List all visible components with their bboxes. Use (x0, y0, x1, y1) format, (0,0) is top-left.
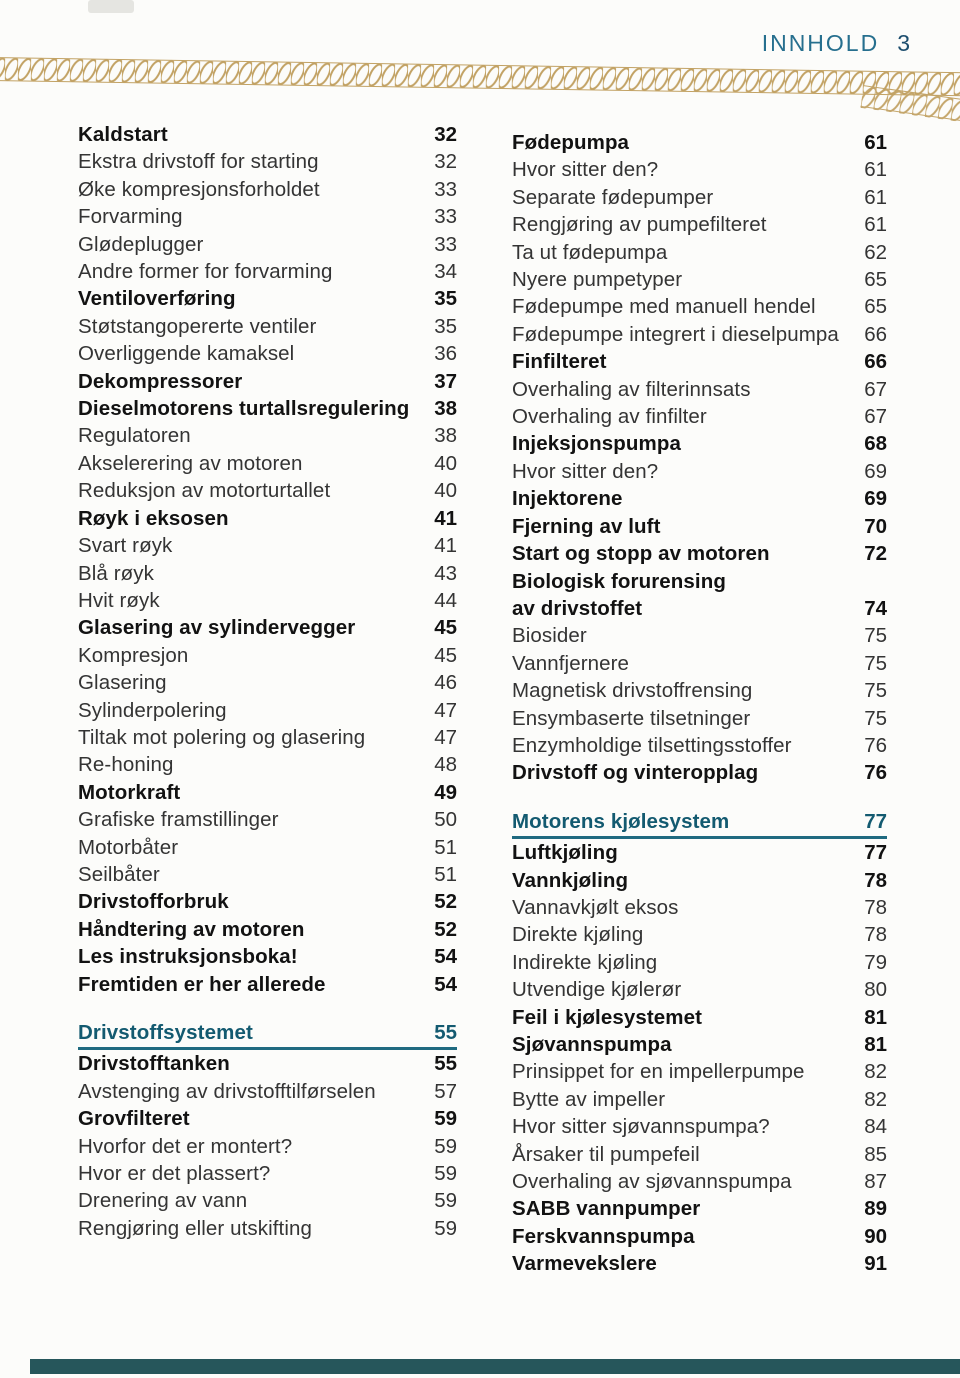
toc-entry-label: SABB vannpumper (512, 1197, 701, 1221)
toc-entry-label: Drenering av vann (78, 1189, 248, 1213)
toc-entry-row (512, 430, 887, 457)
toc-entry-page: 61 (864, 185, 887, 209)
toc-chapter-row (512, 808, 887, 839)
toc-entry-page: 41 (434, 506, 457, 530)
toc-entry-label: Hvor er det plassert? (78, 1162, 271, 1186)
toc-entry-label: Glasering av sylindervegger (78, 616, 356, 640)
scan-smudge (88, 0, 134, 13)
toc-entry-page: 70 (864, 514, 887, 538)
toc-entry-page: 75 (864, 679, 887, 703)
toc-entry-label: Injeksjonspumpa (512, 432, 681, 456)
toc-entry-page: 55 (434, 1052, 457, 1076)
toc-entry-row (78, 450, 457, 477)
toc-entry-row (512, 921, 887, 948)
toc-entry-page: 72 (864, 542, 887, 566)
toc-entry-row (78, 477, 457, 504)
toc-entry-label: Andre former for forvarming (78, 260, 333, 284)
toc-entry-page: 35 (434, 314, 457, 338)
toc-entry-label: Sylinderpolering (78, 698, 227, 722)
toc-entry-page: 82 (864, 1087, 887, 1111)
toc-entry-row (78, 422, 457, 449)
toc-entry-row (512, 677, 887, 704)
toc-entry-page: 61 (864, 131, 887, 154)
toc-entry-row (78, 285, 457, 312)
toc-entry-label: Motorens kjølesystem (512, 809, 730, 833)
toc-entry-page: 32 (434, 123, 457, 146)
toc-entry-page: 67 (864, 377, 887, 401)
toc-entry-label: Ta ut fødepumpa (512, 240, 668, 264)
toc-entry-page: 74 (864, 596, 887, 620)
toc-entry-row (78, 1133, 457, 1160)
toc-entry-page: 59 (434, 1189, 457, 1213)
toc-entry-row (512, 732, 887, 759)
toc-entry-row (78, 203, 457, 230)
toc-entry-label: Start og stopp av motoren (512, 542, 770, 566)
toc-column-right (512, 129, 887, 1278)
toc-entry-label: Drivstofforbruk (78, 890, 229, 914)
toc-entry-page: 34 (434, 260, 457, 284)
toc-entry-label: Overhaling av filterinnsats (512, 377, 751, 401)
toc-entry-page: 48 (434, 753, 457, 777)
toc-entry-label: Utvendige kjølerør (512, 978, 682, 1002)
toc-entry-label: Rengjøring eller utskifting (78, 1216, 312, 1240)
toc-entry-page: 33 (434, 177, 457, 201)
toc-entry-page: 84 (864, 1115, 887, 1139)
toc-entry-row (78, 916, 457, 943)
toc-entry-page: 59 (434, 1216, 457, 1240)
toc-entry-page: 43 (434, 561, 457, 585)
toc-entry-page: 50 (434, 808, 457, 832)
toc-entry-row (512, 622, 887, 649)
toc-entry-label: Direkte kjøling (512, 923, 644, 947)
toc-entry-row (78, 642, 457, 669)
toc-entry-label: Tiltak mot polering og glasering (78, 725, 366, 749)
toc-entry-row (78, 779, 457, 806)
toc-entry-label: Årsaker til pumpefeil (512, 1142, 700, 1166)
toc-entry-row (512, 1168, 887, 1195)
toc-entry-page: 61 (864, 213, 887, 237)
toc-entry-label: Fødepumpa (512, 131, 630, 154)
toc-entry-label: Magnetisk drivstoffrensing (512, 679, 753, 703)
toc-entry-row (512, 1086, 887, 1113)
toc-entry-page: 38 (434, 424, 457, 448)
toc-entry-row (512, 1195, 887, 1222)
toc-column-left (78, 121, 457, 1242)
toc-entry-page: 90 (864, 1224, 887, 1248)
toc-entry-label: Overhaling av sjøvannspumpa (512, 1170, 792, 1194)
toc-entry-row (512, 894, 887, 921)
toc-entry-label: Blå røyk (78, 561, 154, 585)
rope-border-decoration (0, 56, 960, 98)
bottom-bar (30, 1359, 960, 1374)
toc-entry-page: 52 (434, 917, 457, 941)
toc-entry-page: 81 (864, 1033, 887, 1056)
toc-entry-page: 49 (434, 780, 457, 804)
toc-entry-row (512, 1113, 887, 1140)
toc-entry-label: Vannkjøling (512, 868, 629, 892)
toc-entry-row (78, 532, 457, 559)
toc-entry-label: Nyere pumpetyper (512, 268, 683, 292)
toc-entry-label: Fremtiden er her allerede (78, 972, 326, 996)
toc-entry-label: Hvor sitter sjøvannspumpa? (512, 1115, 770, 1139)
toc-entry-row (78, 669, 457, 696)
toc-entry-row (78, 1105, 457, 1132)
toc-entry-page: 68 (864, 432, 887, 456)
toc-entry-page: 51 (434, 862, 457, 886)
toc-entry-row (78, 888, 457, 915)
toc-entry-page: 77 (864, 809, 887, 833)
toc-entry-page: 78 (864, 868, 887, 892)
toc-entry-row (78, 1050, 457, 1077)
toc-entry-label: Overliggende kamaksel (78, 342, 295, 366)
toc-entry-page: 38 (434, 397, 457, 421)
toc-entry-row (512, 403, 887, 430)
toc-entry-page: 75 (864, 706, 887, 730)
toc-entry-label: Drivstofftanken (78, 1052, 230, 1076)
toc-entry-label: Dekompressorer (78, 369, 243, 393)
toc-entry-page: 65 (864, 268, 887, 292)
toc-entry-label: Seilbåter (78, 862, 160, 886)
toc-entry-row (78, 614, 457, 641)
toc-entry-label: Separate fødepumper (512, 185, 714, 209)
toc-entry-row (512, 1004, 887, 1031)
toc-entry-label: Vannfjernere (512, 651, 630, 675)
toc-entry-page: 51 (434, 835, 457, 859)
toc-entry-label: Vannavkjølt eksos (512, 895, 679, 919)
toc-entry-page: 75 (864, 651, 887, 675)
toc-entry-label: Øke kompresjonsforholdet (78, 177, 320, 201)
toc-entry-label: Svart røyk (78, 534, 173, 558)
toc-entry-row (512, 976, 887, 1003)
toc-entry-row (512, 485, 887, 512)
toc-entry-page: 33 (434, 205, 457, 229)
toc-entry-page: 78 (864, 895, 887, 919)
toc-entry-label: Støtstangopererte ventiler (78, 314, 317, 338)
toc-entry-row (78, 1215, 457, 1242)
toc-entry-label: Røyk i eksosen (78, 506, 229, 530)
toc-entry-page: 75 (864, 624, 887, 648)
toc-entry-page: 47 (434, 725, 457, 749)
toc-entry-label: Motorbåter (78, 835, 179, 859)
toc-entry-page: 36 (434, 342, 457, 366)
toc-entry-label: Luftkjøling (512, 841, 618, 865)
toc-entry-label: Ferskvannspumpa (512, 1224, 695, 1248)
toc-entry-label: Biosider (512, 624, 587, 648)
toc-entry-row (512, 650, 887, 677)
toc-entry-label: Avstenging av drivstofftilførselen (78, 1079, 376, 1103)
toc-entry-label: Fødepumpe integrert i dieselpumpa (512, 322, 839, 346)
toc-entry-label: Kompresjon (78, 643, 189, 667)
toc-entry-page: 55 (434, 1021, 457, 1044)
toc-entry-row (512, 1141, 887, 1168)
page-title: INNHOLD (761, 30, 880, 56)
toc-entry-label: Glødeplugger (78, 232, 204, 256)
toc-entry-row (78, 751, 457, 778)
toc-entry-page: 37 (434, 369, 457, 393)
toc-entry-row (78, 560, 457, 587)
toc-entry-page: 46 (434, 671, 457, 695)
toc-entry-row (78, 258, 457, 285)
toc-entry-row (512, 513, 887, 540)
toc-entry-label: Ventiloverføring (78, 287, 236, 311)
page-header (762, 30, 910, 57)
toc-entry-label: Dieselmotorens turtallsregulering (78, 397, 410, 421)
toc-entry-label: Fjerning av luft (512, 514, 661, 538)
toc-entry-page: 59 (434, 1134, 457, 1158)
toc-entry-page: 54 (434, 945, 457, 969)
toc-entry-page: 45 (434, 616, 457, 640)
toc-entry-row (512, 129, 887, 156)
toc-entry-label: Enzymholdige tilsettingsstoffer (512, 733, 792, 757)
toc-entry-row (512, 156, 887, 183)
toc-entry-row (78, 587, 457, 614)
toc-entry-row (512, 321, 887, 348)
toc-entry-row (512, 568, 887, 595)
toc-entry-row (512, 1031, 887, 1058)
toc-entry-row (78, 1078, 457, 1105)
toc-entry-label: Sjøvannspumpa (512, 1033, 672, 1056)
toc-entry-row (78, 395, 457, 422)
toc-entry-row (512, 239, 887, 266)
toc-entry-row (512, 540, 887, 567)
toc-entry-label: Kaldstart (78, 123, 168, 146)
toc-entry-label: Fødepumpe med manuell hendel (512, 295, 816, 319)
toc-entry-page: 76 (864, 733, 887, 757)
toc-entry-page: 78 (864, 923, 887, 947)
toc-entry-row (78, 368, 457, 395)
toc-entry-row (78, 231, 457, 258)
toc-entry-label: Håndtering av motoren (78, 917, 305, 941)
toc-entry-page: 59 (434, 1107, 457, 1131)
toc-entry-label: Biologisk forurensing (512, 569, 726, 593)
toc-entry-label: Indirekte kjøling (512, 950, 658, 974)
toc-entry-row (512, 348, 887, 375)
toc-entry-page: 77 (864, 841, 887, 865)
toc-entry-row (78, 861, 457, 888)
toc-entry-row (512, 867, 887, 894)
toc-entry-row (512, 293, 887, 320)
toc-entry-page: 35 (434, 287, 457, 311)
toc-entry-row (78, 505, 457, 532)
toc-entry-label: Re-honing (78, 753, 174, 777)
toc-entry-page: 91 (864, 1252, 887, 1276)
toc-entry-row (78, 340, 457, 367)
toc-entry-label: Rengjøring av pumpefilteret (512, 213, 767, 237)
toc-entry-label: Forvarming (78, 205, 183, 229)
toc-entry-page: 65 (864, 295, 887, 319)
toc-entry-row (78, 834, 457, 861)
toc-entry-label: Prinsippet for en impellerpumpe (512, 1060, 805, 1084)
toc-entry-page: 87 (864, 1170, 887, 1194)
toc-entry-row (78, 176, 457, 203)
toc-entry-label: Drivstoffsystemet (78, 1021, 253, 1044)
toc-entry-row (512, 211, 887, 238)
toc-entry-page: 62 (864, 240, 887, 264)
toc-entry-page: 45 (434, 643, 457, 667)
toc-entry-row (512, 266, 887, 293)
toc-entry-page: 66 (864, 350, 887, 374)
toc-entry-page: 61 (864, 158, 887, 182)
toc-entry-row (78, 1187, 457, 1214)
toc-entry-page: 44 (434, 588, 457, 612)
toc-entry-page: 40 (434, 479, 457, 503)
toc-entry-label: Drivstoff og vinteropplag (512, 761, 759, 785)
toc-entry-row (78, 806, 457, 833)
toc-entry-row (78, 1160, 457, 1187)
toc-entry-page: 41 (434, 534, 457, 558)
toc-entry-page: 69 (864, 459, 887, 483)
toc-entry-page: 66 (864, 322, 887, 346)
toc-entry-label: Hvorfor det er montert? (78, 1134, 293, 1158)
toc-entry-page: 32 (434, 150, 457, 174)
toc-entry-row (512, 759, 887, 786)
toc-entry-row (78, 121, 457, 148)
toc-entry-row (78, 313, 457, 340)
toc-entry-label: Hvit røyk (78, 588, 160, 612)
toc-entry-page: 67 (864, 405, 887, 429)
toc-entry-label: Hvor sitter den? (512, 158, 659, 182)
toc-entry-label: Grovfilteret (78, 1107, 190, 1131)
toc-entry-row (512, 949, 887, 976)
toc-entry-row (78, 724, 457, 751)
toc-chapter-row (78, 1019, 457, 1050)
toc-entry-label: Hvor sitter den? (512, 459, 659, 483)
toc-entry-page: 40 (434, 451, 457, 475)
toc-entry-label: Akselerering av motoren (78, 451, 303, 475)
toc-entry-row (512, 1058, 887, 1085)
toc-entry-page: 89 (864, 1197, 887, 1221)
toc-entry-page: 33 (434, 232, 457, 256)
toc-entry-label: Regulatoren (78, 424, 191, 448)
toc-entry-page: 81 (864, 1005, 887, 1029)
toc-entry-row (512, 1250, 887, 1277)
toc-entry-page: 52 (434, 890, 457, 914)
toc-entry-label: Bytte av impeller (512, 1087, 666, 1111)
toc-entry-label: Reduksjon av motorturtallet (78, 479, 331, 503)
toc-entry-label: Glasering (78, 671, 167, 695)
toc-entry-page: 80 (864, 978, 887, 1002)
toc-entry-row (512, 184, 887, 211)
toc-entry-page: 85 (864, 1142, 887, 1166)
toc-entry-label: Finfilteret (512, 350, 607, 374)
toc-entry-label: Overhaling av finfilter (512, 405, 707, 429)
toc-entry-page: 57 (434, 1079, 457, 1103)
toc-entry-label: Injektorene (512, 487, 623, 511)
toc-entry-page: 82 (864, 1060, 887, 1084)
toc-entry-page: 76 (864, 761, 887, 785)
toc-entry-row (512, 839, 887, 866)
toc-entry-page: 69 (864, 487, 887, 511)
toc-entry-page: 47 (434, 698, 457, 722)
toc-entry-label: Les instruksjonsboka! (78, 945, 298, 969)
toc-entry-label: Ensymbaserte tilsetninger (512, 706, 751, 730)
page-number: 3 (897, 30, 910, 56)
toc-entry-row (512, 376, 887, 403)
toc-entry-page: 59 (434, 1162, 457, 1186)
toc-entry-label: Feil i kjølesystemet (512, 1005, 703, 1029)
toc-entry-page: 54 (434, 972, 457, 996)
toc-entry-row (512, 595, 887, 622)
toc-entry-row (512, 1223, 887, 1250)
toc-entry-label: Grafiske framstillinger (78, 808, 279, 832)
toc-entry-row (78, 971, 457, 998)
toc-entry-page: 79 (864, 950, 887, 974)
toc-entry-row (78, 148, 457, 175)
toc-entry-label: av drivstoffet (512, 596, 643, 620)
toc-entry-row (512, 705, 887, 732)
toc-entry-label: Varmevekslere (512, 1252, 657, 1276)
toc-entry-label: Motorkraft (78, 780, 181, 804)
toc-entry-label: Ekstra drivstoff for starting (78, 150, 319, 174)
toc-entry-row (512, 458, 887, 485)
toc-entry-row (78, 697, 457, 724)
toc-entry-row (78, 943, 457, 970)
